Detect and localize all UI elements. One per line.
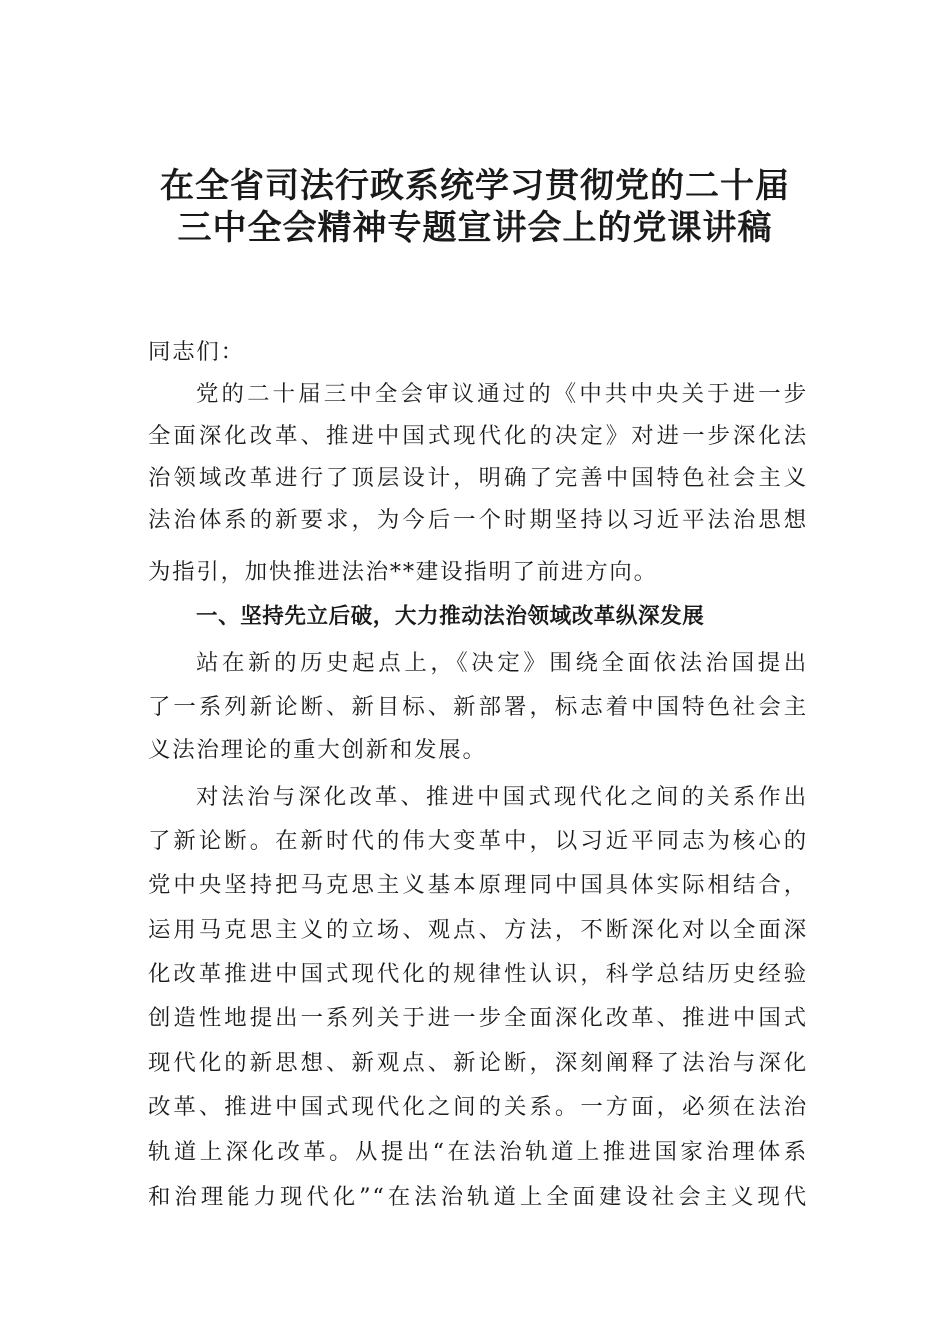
paragraph-1-line-2: 全面深化改革、推进中国式现代化的决定》对进一步深化法 [148, 423, 808, 449]
paragraph-2-line-1: 站在新的历史起点上，《决定》围绕全面依法治国提出 [196, 650, 808, 676]
paragraph-3-line-2: 了新论断。在新时代的伟大变革中，以习近平同志为核心的 [148, 828, 808, 854]
paragraph-3-line-7: 现代化的新思想、新观点、新论断，深刻阐释了法治与深化 [148, 1050, 808, 1076]
paragraph-1-line-4: 法治体系的新要求，为今后一个时期坚持以习近平法治思想 [148, 507, 808, 533]
paragraph-3-line-8: 改革、推进中国式现代化之间的关系。一方面，必须在法治 [148, 1094, 808, 1120]
paragraph-2-line-2: 了一系列新论断、新目标、新部署，标志着中国特色社会主 [148, 694, 808, 720]
document-title-line-2: 三中全会精神专题宣讲会上的党课讲稿 [177, 208, 773, 248]
paragraph-3-line-6: 创造性地提出一系列关于进一步全面深化改革、推进中国式 [148, 1005, 808, 1031]
paragraph-1-line-1: 党的二十届三中全会审议通过的《中共中央关于进一步 [196, 381, 808, 407]
document-title-line-1: 在全省司法行政系统学习贯彻党的二十届 [160, 166, 790, 206]
paragraph-3-line-3: 党中央坚持把马克思主义基本原理同中国具体实际相结合， [148, 872, 808, 898]
paragraph-3-line-1: 对法治与深化改革、推进中国式现代化之间的关系作出 [196, 784, 808, 810]
section-heading-1: 一、坚持先立后破，大力推动法治领域改革纵深发展 [196, 604, 705, 629]
paragraph-3-line-5: 化改革推进中国式现代化的规律性认识，科学总结历史经验 [148, 961, 808, 987]
paragraph-3-line-9: 轨道上深化改革。从提出“在法治轨道上推进国家治理体系 [148, 1139, 808, 1165]
paragraph-3-line-10: 和治理能力现代化”“在法治轨道上全面建设社会主义现代 [148, 1184, 808, 1210]
salutation: 同志们： [148, 339, 245, 365]
paragraph-1-line-5: 为指引，加快推进法治**建设指明了前进方向。 [148, 559, 658, 585]
paragraph-2-line-3: 义法治理论的重大创新和发展。 [148, 737, 487, 763]
paragraph-3-line-4: 运用马克思主义的立场、观点、方法，不断深化对以全面深 [148, 917, 808, 943]
paragraph-1-line-3: 治领域改革进行了顶层设计，明确了完善中国特色社会主义 [148, 465, 808, 491]
